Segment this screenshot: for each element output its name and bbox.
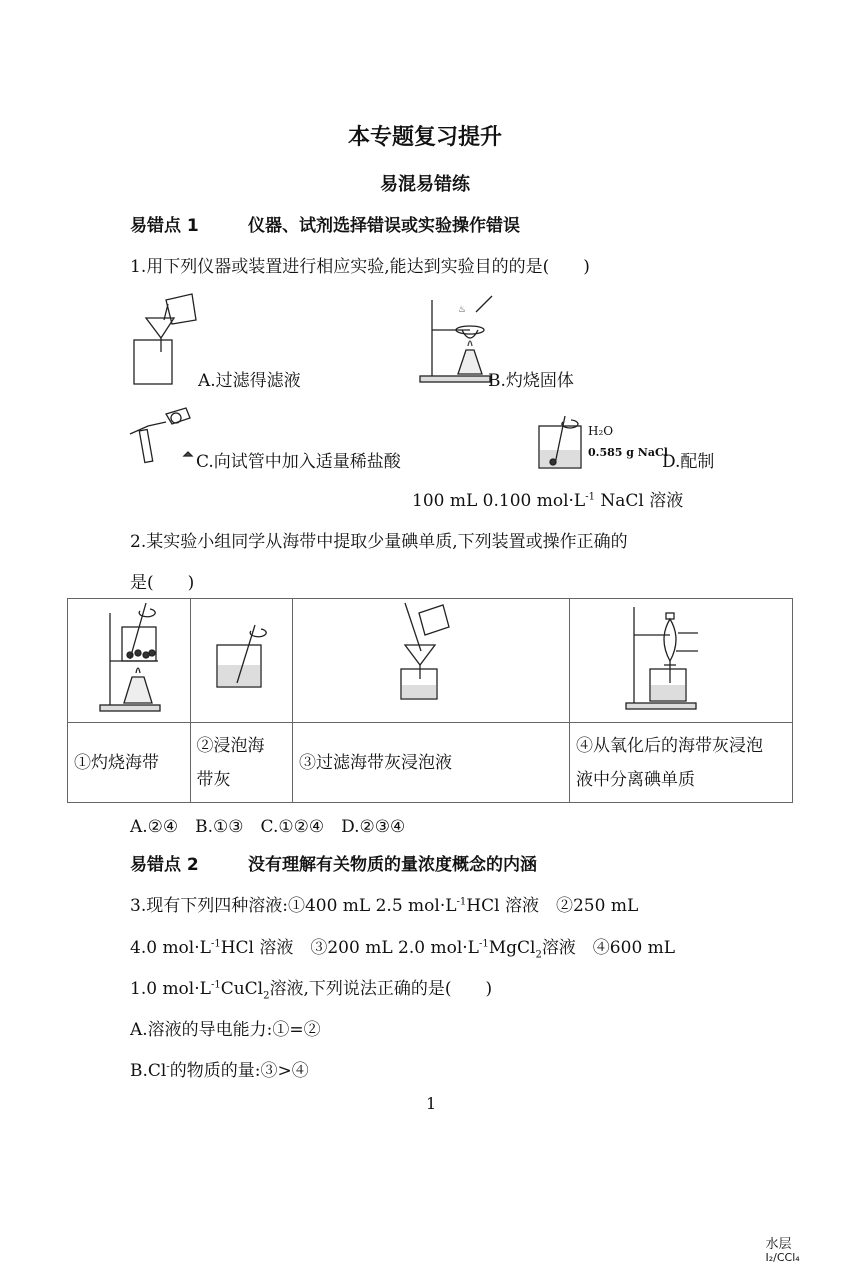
q1-option-a: A.过滤得滤液 <box>198 371 301 391</box>
figure-d-h2o-label: H₂O <box>588 424 614 438</box>
q3-option-b: B.Cl-的物质的量:③>④ <box>130 1061 309 1081</box>
q1-option-c: C.向试管中加入适量稀盐酸 <box>196 452 401 472</box>
cell-soak-ash: ②浸泡海带灰 <box>190 723 293 803</box>
page-number: 1 <box>426 1094 437 1113</box>
q1-option-b: B.灼烧固体 <box>488 371 574 391</box>
page-subtitle: 易混易错练 <box>380 174 470 195</box>
figure-test-tube-c <box>128 404 198 464</box>
page-title: 本专题复习提升 <box>348 125 503 150</box>
figure-separatory-funnel <box>570 599 792 717</box>
cell-filter-liquid: ③过滤海带灰浸泡液 <box>293 723 570 803</box>
q1-option-d: D.配制 <box>662 452 715 472</box>
q2-stem-line2: 是( ) <box>130 573 195 593</box>
cell-separate-iodine: ④从氧化后的海带灰浸泡液中分离碘单质 <box>570 723 793 803</box>
figure-burning-seaweed <box>68 599 188 717</box>
svg-text:♨: ♨ <box>458 305 467 315</box>
q3-option-a: A.溶液的导电能力:①=② <box>130 1020 321 1040</box>
q3-line3: 1.0 $mol\cdot L^{-1}CuCl_2$溶液,下列说法正确的是( ) <box>130 979 493 1002</box>
figure-4-water-layer-label: 水层 <box>765 1236 792 1252</box>
q1-option-d-line2: 100 mL 0.100 $mol\cdot L^{-1}$ NaCl 溶液 <box>412 491 684 511</box>
q3-line1: 3.现有下列四种溶液:①400 mL 2.5 $mol\cdot L^{-1}HCl$ 溶液 ②250 mL <box>130 896 639 916</box>
figure-solution-prep-d <box>535 412 665 472</box>
cell-burn-seaweed: ①灼烧海带 <box>68 723 191 803</box>
fig-cell-2 <box>190 599 293 723</box>
q2-stem-line1: 2.某实验小组同学从海带中提取少量碘单质,下列装置或操作正确的 <box>130 532 628 552</box>
section2-label: 易错点 2 <box>130 855 199 875</box>
q3-line2: 4.0 $mol\cdot L^{-1}HCl$ 溶液 ③200 mL 2.0 $mol\cdot L^{-1}MgCl_2$溶液 ④600 mL <box>130 938 676 961</box>
figure-filtration-a <box>128 290 208 390</box>
q1-stem: 1.用下列仪器或装置进行相应实验,能达到实验目的的是( ) <box>130 257 590 277</box>
figure-d-nacl-label: 0.585 g NaCl <box>588 446 668 459</box>
section2-title: 没有理解有关物质的量浓度概念的内涵 <box>248 855 537 875</box>
fig-cell-3 <box>293 599 570 723</box>
q2-options: A.②④ B.①③ C.①②④ D.②③④ <box>130 817 406 837</box>
figure-4-ccl4-label: I₂/CCl₄ <box>765 1250 800 1264</box>
section1-title: 仪器、试剂选择错误或实验操作错误 <box>248 216 520 236</box>
fig-cell-1 <box>68 599 191 723</box>
figure-filter-liquid <box>293 599 569 717</box>
figure-soaking-ash <box>191 599 291 717</box>
section1-label: 易错点 1 <box>130 216 199 236</box>
